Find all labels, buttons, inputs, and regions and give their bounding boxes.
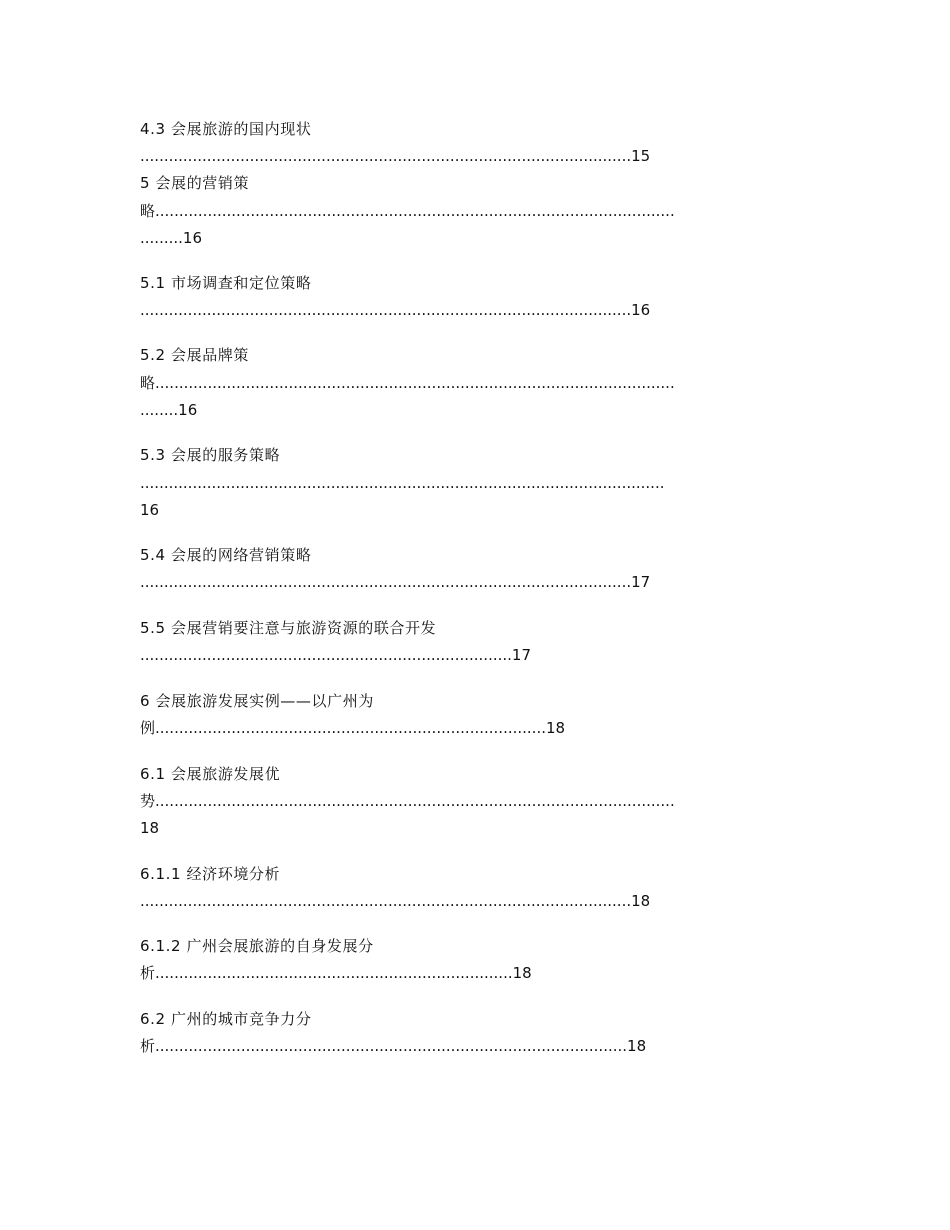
toc-entry-leader: 18 [140,819,160,837]
toc-entry-leader: .............................................................................................................. [140,474,665,492]
toc-entry-title[interactable]: 5.2 会展品牌策 [140,346,250,364]
toc-entry-leader: 析...................................................................................................18 [140,1037,647,1055]
toc-entry-leader: 16 [140,501,160,519]
toc-entry-leader: 略............................................................................................................. [140,374,675,392]
toc-entry-title[interactable]: 6.1 会展旅游发展优 [140,765,281,783]
toc-entry-leader: 势............................................................................................................. [140,792,675,810]
toc-entry-leader: ..............................................................................17 [140,646,531,664]
toc-entry-leader: .......................................................................................................17 [140,573,651,591]
toc-entry-leader: 析...........................................................................18 [140,964,532,982]
toc-entry-title[interactable]: 6 会展旅游发展实例——以广州为 [140,692,374,710]
toc-entry-title[interactable]: 6.2 广州的城市竞争力分 [140,1010,312,1028]
toc-entry-title[interactable]: 5.5 会展营销要注意与旅游资源的联合开发 [140,619,437,637]
toc-entry-leader: .........16 [140,229,202,247]
toc-entry-title[interactable]: 5.4 会展的网络营销策略 [140,546,312,564]
toc-entry-leader: 例..................................................................................18 [140,719,566,737]
toc-entry-leader: 略............................................................................................................. [140,202,675,220]
toc-entry-title[interactable]: 5.3 会展的服务策略 [140,446,281,464]
toc-entry-title[interactable]: 5.1 市场调查和定位策略 [140,274,312,292]
toc-entry-leader: .......................................................................................................16 [140,301,651,319]
toc-entry-title[interactable]: 5 会展的营销策 [140,174,250,192]
toc-entry-leader: .......................................................................................................15 [140,147,651,165]
toc-entry-leader: .......................................................................................................18 [140,892,651,910]
toc-entry-title[interactable]: 6.1.2 广州会展旅游的自身发展分 [140,937,374,955]
toc-entry-leader: ........16 [140,401,198,419]
toc-entry-title[interactable]: 4.3 会展旅游的国内现状 [140,120,312,138]
toc-entry-title[interactable]: 6.1.1 经济环境分析 [140,865,281,883]
